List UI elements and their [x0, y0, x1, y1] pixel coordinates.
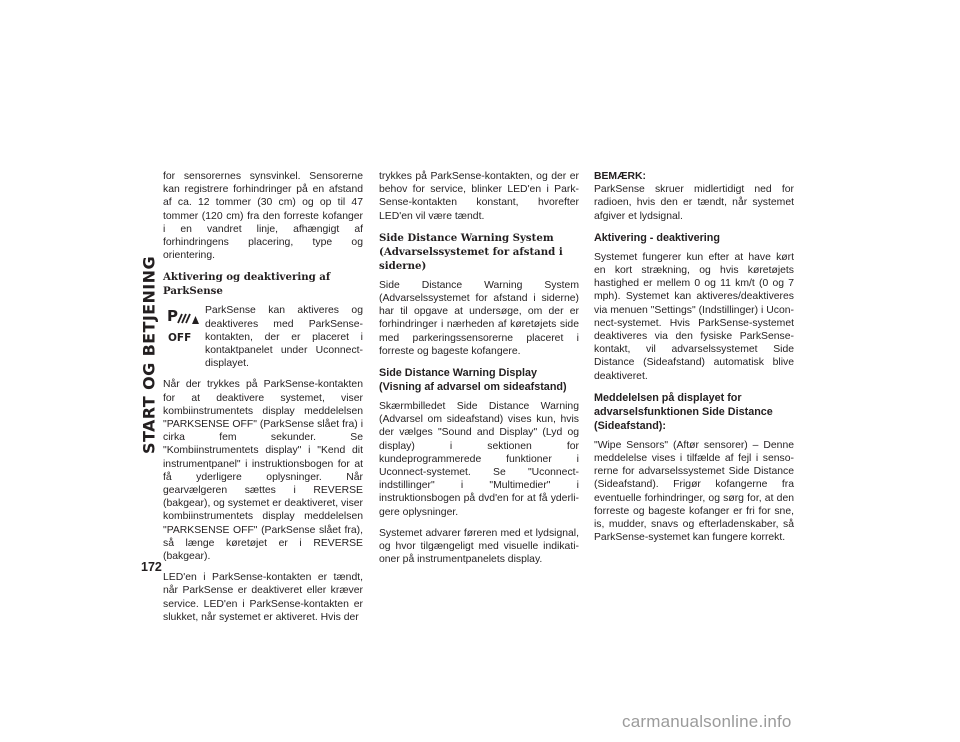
column-1: [163, 170, 363, 632]
column-3: [594, 170, 794, 552]
paragraph: LED'en i ParkSense-kontakten er tændt, når ParkSense er deaktiveret eller kræver service. LED'en i ParkSense-kontakten er slukket, når systemet er aktiveret. Hvis der: [163, 572, 363, 623]
section-heading: Aktivering - deaktivering: [594, 231, 720, 244]
paragraph: Når der trykkes på ParkSense-kontakten for at deaktivere systemet, viser kombiinstrumentets display meddelelsen "PARKSENSE OFF" (ParkSense slået fra) i cirka fem sekunder. Se "Kombiinstrumentets display" i "Kend dit instrumentpanel" i instruktionsbogen for at få yderligere oplysninger. Når gearvælgeren sættes i REVERSE (bakgear), og systemet er deaktiveret, viser kombiinstrumentets display meddelelsen "PARKSENSE OFF" (ParkSense slået fra), så længe køretøjet er i REVERSE (bakgear).: [163, 379, 363, 563]
parksense-icon-block: [163, 304, 363, 370]
section-heading: Meddelelsen på displayet for advarselsfunktionen Side Distance (Sideafstand):: [594, 391, 773, 432]
section-heading: Side Distance Warning System (Advarselssystemet for afstand i siderne): [379, 231, 563, 272]
paragraph: for sensorernes synsvinkel. Sensorerne kan registrere forhindringer på en afstand af ca. 12 tommer (30 cm) og op til 47 tommer (120 cm) fra den forreste kofanger i en vandret linje, afhængigt af forhindringens placering, type og orientering.: [163, 171, 363, 262]
paragraph: Systemet advarer føreren med et lydsignal, og hvor tilgængeligt med visuelle indikationer på instrumentpanelets display.: [379, 527, 579, 566]
paragraph: Side Distance Warning System (Advarselssystemet for afstand i siderne) har til opgave at undersøge, om der er forhindringer i nærheden af køretøjets side med parkeringssensorerne placeret i forreste og bageste kofangere.: [379, 279, 579, 357]
page-number: 172: [141, 560, 162, 574]
icon-off-label: OFF: [168, 332, 192, 345]
section-title: START OG BETJENING: [139, 256, 159, 454]
watermark: carmanualsonline.info: [622, 712, 792, 731]
note-text: ParkSense skruer midlertidigt ned for radioen, hvis den er tændt, når systemet afgiver et lydsignal.: [594, 184, 794, 222]
section-side-tab: [134, 170, 164, 540]
paragraph: ParkSense kan aktiveres og deaktiveres med ParkSense-kontakten, der er placeret i kontaktpanelet under Uconnect-displayet.: [205, 305, 363, 370]
paragraph: trykkes på ParkSense-kontakten, og der er behov for service, blinker LED'en i ParkSense-kontakten konstant, hvorefter LED'en vil være tændt.: [379, 171, 579, 222]
column-2: [379, 170, 579, 574]
section-heading: Side Distance Warning Display (Visning af advarsel om sideafstand): [379, 367, 567, 394]
note-title: BEMÆRK:: [594, 171, 646, 182]
paragraph: Systemet fungerer kun efter at have kørt en kort strækning, og hvis køretøjets hastighed er mellem 0 og 11 km/t (0 og 7 mph). Systemet kan aktiveres/deaktiveres via menuen "Settings" (Indstillinger) i Uconnect-systemet. Hvis ParkSense-systemet deaktiveres via den fysiske ParkSense-kontakt, vil advarselssystemet Side Distance (Sideafstand) automatisk blive deaktiveret.: [594, 251, 794, 382]
paragraph: Skærmbilledet Side Distance Warning (Advarsel om sideafstand) vises kun, hvis der vælges "Sound and Display" (Lyd og display) i sektionen for kundeprogrammerede funktioner i Uconnect-systemet. Se "Uconnect-indstillinger" i "Multimedier" i instruktionsbogen på dvd'en for at få yderligere oplysninger.: [379, 401, 579, 518]
paragraph: "Wipe Sensors" (Aftør sensorer) – Denne meddelelse vises i tilfælde af fejl i sensorerne for advarselssystemet Side Distance (Sideafstand). Frigør kofangerne fra eventuelle forhindringer, og sørg for, at den forreste og bageste kofanger er fri for sne, is, mudder, snavs og efterladenskaber, så ParkSense-systemet kan fungere korrekt.: [594, 439, 794, 544]
parksense-off-icon: P OFF: [167, 310, 201, 346]
section-heading: Aktivering og deaktivering af ParkSense: [163, 271, 331, 298]
